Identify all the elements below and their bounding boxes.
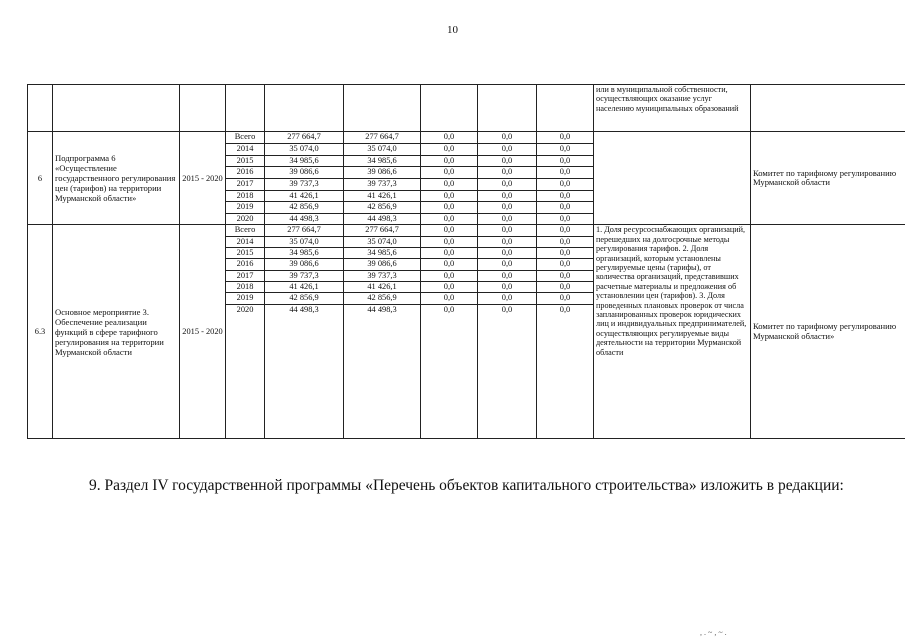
total-cell: 44 498,3: [265, 213, 344, 225]
regional-budget-cell: 44 498,3: [344, 304, 421, 438]
federal-budget-cell: 0,0: [421, 202, 478, 214]
total-cell: 277 664,7: [265, 132, 344, 144]
local-budget-cell: 0,0: [478, 293, 537, 304]
other-sources-cell: 0,0: [537, 167, 594, 179]
federal-budget-cell: 0,0: [421, 178, 478, 190]
total-cell: 277 664,7: [265, 225, 344, 236]
row-number: 6.3: [28, 225, 53, 439]
total-cell: 34 985,6: [265, 155, 344, 167]
year-cell: 2016: [226, 167, 265, 179]
local-budget-cell: 0,0: [478, 213, 537, 225]
local-budget-cell: 0,0: [478, 144, 537, 156]
local-budget-cell: 0,0: [478, 270, 537, 281]
total-cell: 35 074,0: [265, 144, 344, 156]
regional-budget-cell: 39 086,6: [344, 259, 421, 270]
year-cell: 2017: [226, 270, 265, 281]
other-sources-cell: 0,0: [537, 132, 594, 144]
continuation-row: [28, 85, 905, 132]
federal-budget-cell: 0,0: [421, 248, 478, 259]
page-number: 10: [447, 24, 458, 36]
other-sources-cell: 0,0: [537, 155, 594, 167]
regional-budget-cell: 44 498,3: [344, 213, 421, 225]
row-period: 2015 - 2020: [180, 225, 226, 439]
section-heading: 9. Раздел IV государственной программы «Перечень объектов капитального строительства» изложить в редакции:: [89, 477, 844, 494]
federal-budget-cell: 0,0: [421, 144, 478, 156]
federal-budget-cell: 0,0: [421, 167, 478, 179]
regional-budget-cell: 277 664,7: [344, 132, 421, 144]
federal-budget-cell: 0,0: [421, 190, 478, 202]
local-budget-cell: 0,0: [478, 282, 537, 293]
other-sources-cell: 0,0: [537, 304, 594, 438]
year-cell: 2014: [226, 236, 265, 247]
other-sources-cell: 0,0: [537, 236, 594, 247]
row-name: Основное мероприятие 3. Обеспечение реализации функций в сфере тарифного регулирования на территории Мурманской области: [53, 225, 180, 439]
total-cell: 42 856,9: [265, 202, 344, 214]
year-cell: Всего: [226, 225, 265, 236]
year-cell: 2020: [226, 304, 265, 438]
other-sources-cell: 0,0: [537, 293, 594, 304]
year-cell: 2015: [226, 248, 265, 259]
total-cell: 35 074,0: [265, 236, 344, 247]
local-budget-cell: 0,0: [478, 304, 537, 438]
federal-budget-cell: 0,0: [421, 282, 478, 293]
local-budget-cell: 0,0: [478, 225, 537, 236]
regional-budget-cell: 34 985,6: [344, 248, 421, 259]
federal-budget-cell: 0,0: [421, 270, 478, 281]
federal-budget-cell: 0,0: [421, 304, 478, 438]
regional-budget-cell: 39 086,6: [344, 167, 421, 179]
regional-budget-cell: 34 985,6: [344, 155, 421, 167]
local-budget-cell: 0,0: [478, 236, 537, 247]
local-budget-cell: 0,0: [478, 132, 537, 144]
federal-budget-cell: 0,0: [421, 213, 478, 225]
year-cell: 2018: [226, 282, 265, 293]
federal-budget-cell: 0,0: [421, 155, 478, 167]
local-budget-cell: 0,0: [478, 155, 537, 167]
total-cell: 42 856,9: [265, 293, 344, 304]
responsible-executor: Комитет по тарифному регулированию Мурманской области: [751, 132, 905, 225]
regional-budget-cell: 277 664,7: [344, 225, 421, 236]
year-cell: 2019: [226, 293, 265, 304]
row-period: 2015 - 2020: [180, 132, 226, 225]
year-cell: 2019: [226, 202, 265, 214]
federal-budget-cell: 0,0: [421, 132, 478, 144]
regional-budget-cell: 39 737,3: [344, 178, 421, 190]
regional-budget-cell: 39 737,3: [344, 270, 421, 281]
regional-budget-cell: 41 426,1: [344, 190, 421, 202]
year-cell: 2015: [226, 155, 265, 167]
federal-budget-cell: 0,0: [421, 293, 478, 304]
local-budget-cell: 0,0: [478, 190, 537, 202]
year-cell: 2018: [226, 190, 265, 202]
other-sources-cell: 0,0: [537, 282, 594, 293]
total-cell: 39 086,6: [265, 259, 344, 270]
year-cell: 2020: [226, 213, 265, 225]
continuation-target-text: или в муниципальной собственности, осуществляющих оказание услуг населению муниципальных образований: [594, 85, 751, 132]
other-sources-cell: 0,0: [537, 144, 594, 156]
other-sources-cell: 0,0: [537, 248, 594, 259]
target-indicators: 1. Доля ресурсоснабжающих организаций, перешедших на долгосрочные методы регулирования тарифов. 2. Доля организаций, которым установлены регулируемые цены (тарифы), от количества организаций, представивших расчетные материалы и предложения об установлении цен (тарифов). 3. Доля проведенных плановых проверок от числа запланированных проверок юридических лиц и индивидуальных предпринимателей, осуществляющих регулируемые виды деятельности на территории Мурманской области: [594, 225, 751, 439]
local-budget-cell: 0,0: [478, 167, 537, 179]
year-cell: 2016: [226, 259, 265, 270]
regional-budget-cell: 42 856,9: [344, 293, 421, 304]
other-sources-cell: 0,0: [537, 178, 594, 190]
other-sources-cell: 0,0: [537, 190, 594, 202]
other-sources-cell: 0,0: [537, 202, 594, 214]
local-budget-cell: 0,0: [478, 202, 537, 214]
other-sources-cell: 0,0: [537, 213, 594, 225]
total-cell: 39 737,3: [265, 270, 344, 281]
federal-budget-cell: 0,0: [421, 236, 478, 247]
other-sources-cell: 0,0: [537, 259, 594, 270]
total-cell: 39 086,6: [265, 167, 344, 179]
total-cell: 39 737,3: [265, 178, 344, 190]
year-cell: 2014: [226, 144, 265, 156]
total-cell: 44 498,3: [265, 304, 344, 438]
year-cell: 2017: [226, 178, 265, 190]
regional-budget-cell: 35 074,0: [344, 144, 421, 156]
program-budget-table: [27, 84, 905, 439]
total-cell: 41 426,1: [265, 190, 344, 202]
federal-budget-cell: 0,0: [421, 225, 478, 236]
total-cell: 41 426,1: [265, 282, 344, 293]
local-budget-cell: 0,0: [478, 178, 537, 190]
regional-budget-cell: 35 074,0: [344, 236, 421, 247]
other-sources-cell: 0,0: [537, 225, 594, 236]
local-budget-cell: 0,0: [478, 259, 537, 270]
table-row: [28, 225, 905, 236]
federal-budget-cell: 0,0: [421, 259, 478, 270]
other-sources-cell: 0,0: [537, 270, 594, 281]
regional-budget-cell: 41 426,1: [344, 282, 421, 293]
year-cell: Всего: [226, 132, 265, 144]
responsible-executor: Комитет по тарифному регулированию Мурманской области»: [751, 225, 905, 439]
total-cell: 34 985,6: [265, 248, 344, 259]
target-indicators: [594, 132, 751, 225]
scan-specks: , . ~ , ~ .: [700, 628, 727, 637]
row-name: Подпрограмма 6 «Осуществление государственного регулирования цен (тарифов) на территории Мурманской области»: [53, 132, 180, 225]
regional-budget-cell: 42 856,9: [344, 202, 421, 214]
table-row: [28, 132, 905, 144]
local-budget-cell: 0,0: [478, 248, 537, 259]
row-number: 6: [28, 132, 53, 225]
